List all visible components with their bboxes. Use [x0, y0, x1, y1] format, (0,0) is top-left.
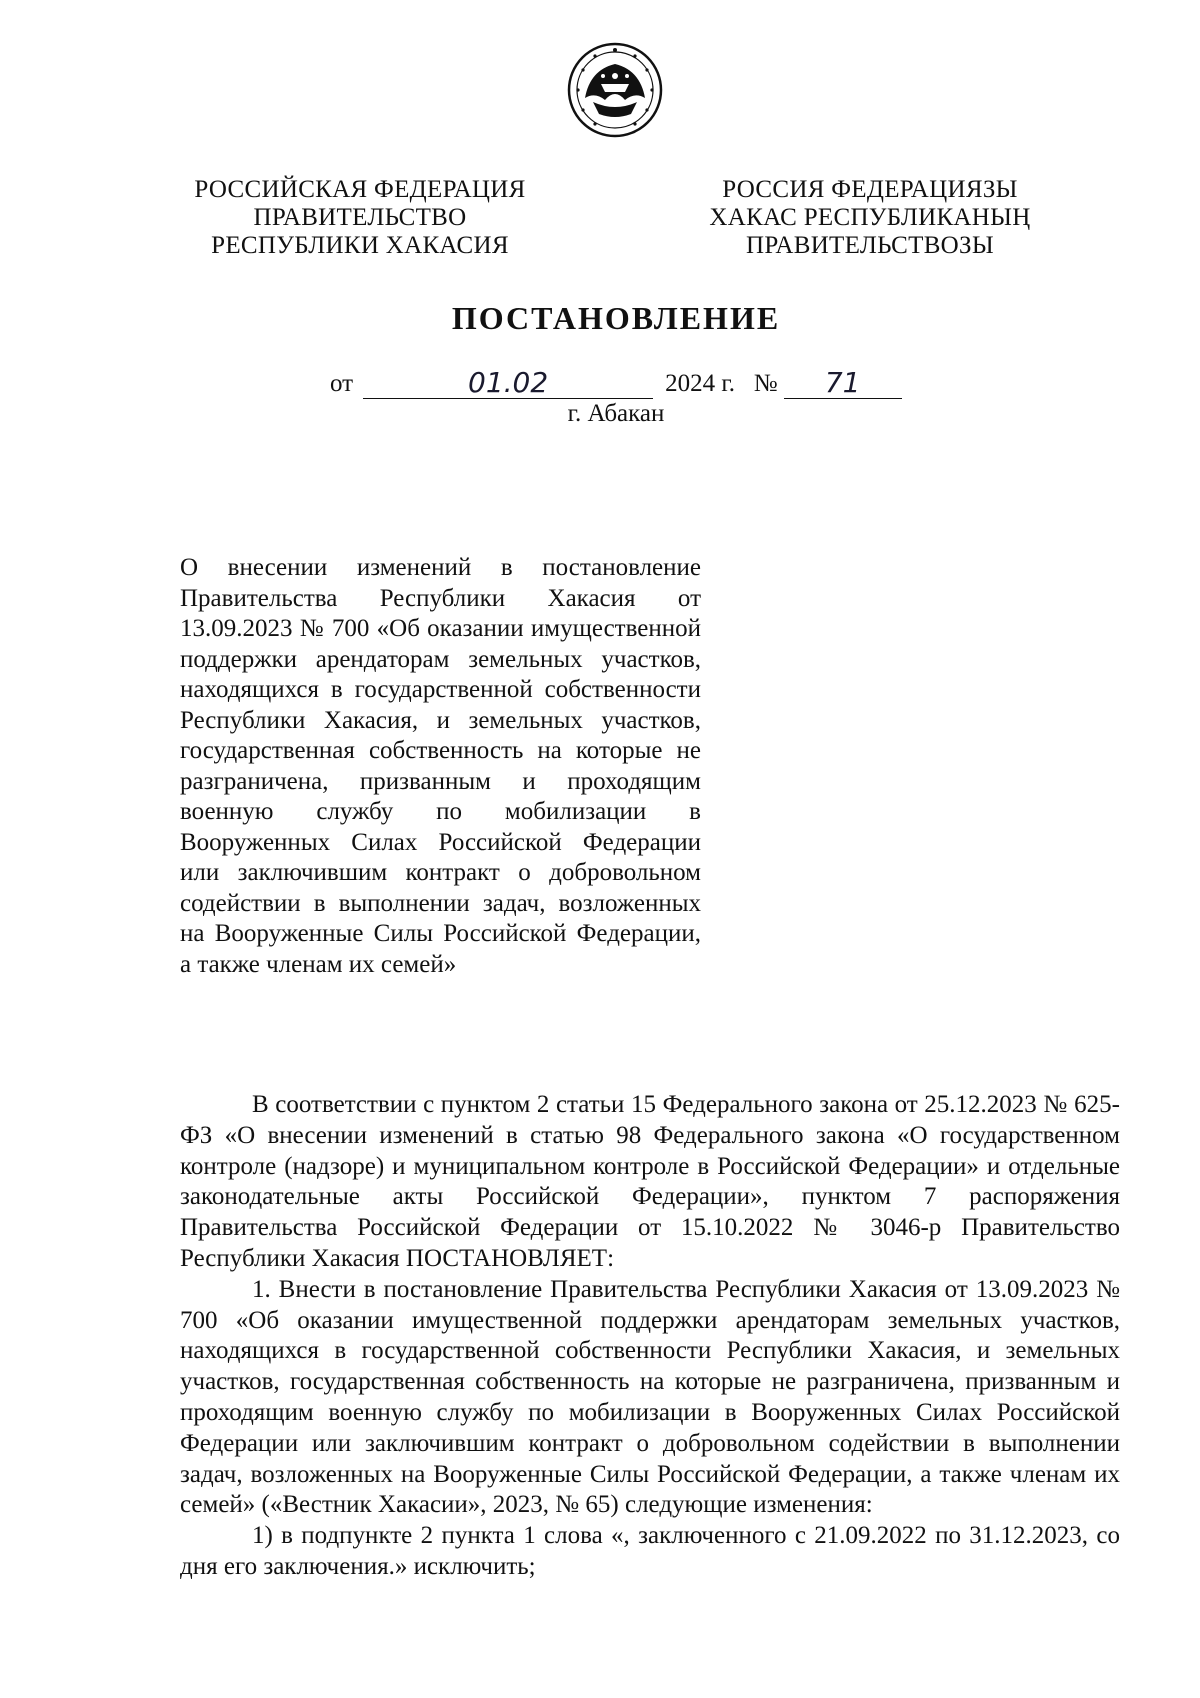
header-left-line-1: РОССИЙСКАЯ ФЕДЕРАЦИЯ — [194, 176, 526, 203]
number-label: № — [753, 370, 778, 397]
header-right-line-1: РОССИЯ ФЕДЕРАЦИЯЗЫ — [722, 176, 1018, 203]
handwritten-date: 01.02 — [363, 368, 653, 399]
document-type-heading: ПОСТАНОВЛЕНИЕ — [451, 300, 781, 336]
date-number-line — [330, 368, 902, 399]
handwritten-number: 71 — [784, 368, 902, 399]
year-label: 2024 г. — [665, 370, 736, 397]
header-left-line-3: РЕСПУБЛИКИ ХАКАСИЯ — [211, 232, 509, 259]
header-right-block — [660, 176, 1080, 260]
document-title: О внесении изменений в постановление Правительства Республики Хакасия от 13.09.2023 № 700 «Об оказании имущественной поддержки арендаторам земельных участков, находящихся в государственной собственности Республики Хакасия, и земельных участков, государственная собственность на которые не разграничена, призванным и проходящим военную службу по мобилизации в Вооруженных Силах Российской Федерации или заключившим контракт о добровольном содействии в выполнении задач, возложенных на Вооруженные Силы Российской Федерации, а также членам их семей» — [180, 554, 701, 978]
from-label: от — [330, 370, 354, 397]
header-left-line-2: ПРАВИТЕЛЬСТВО — [253, 204, 467, 231]
header-right-line-2: ХАКАС РЕСПУБЛИКАНЫҢ — [709, 204, 1031, 231]
header-right-line-3: ПРАВИТЕЛЬСТВОЗЫ — [746, 232, 994, 259]
paragraph-subitem-1: 1) в подпункте 2 пункта 1 слова «, заключенного с 21.09.2022 по 31.12.2023, со дня его заключения.» исключить; — [180, 1522, 1120, 1580]
header-left-block — [150, 176, 570, 260]
city-label: г. Абакан — [567, 400, 665, 427]
coat-of-arms-icon — [565, 40, 665, 140]
document-body — [180, 1090, 1120, 1583]
paragraph-item-1: 1. Внести в постановление Правительства Республики Хакасия от 13.09.2023 № 700 «Об оказании имущественной поддержки арендаторам земельных участков, находящихся в государственной собственности Республики Хакасия, и земельных участков, государственная собственность на которые не разграничена, призванным и проходящим военную службу по мобилизации в Вооруженных Силах Российской Федерации или заключившим контракт о добровольном содействии в выполнении задач, возложенных на Вооруженные Силы Российской Федерации, а также членам их семей» («Вестник Хакасии», 2023, № 65) следующие изменения: — [180, 1275, 1120, 1519]
paragraph-preamble: В соответствии с пунктом 2 статьи 15 Федерального закона от 25.12.2023 № 625-ФЗ «О внесении изменений в статью 98 Федерального закона «О государственном контроле (надзоре) и муниципальном контроле в Российской Федерации» и отдельные законодательные акты Российской Федерации», пунктом 7 распоряжения Правительства Российской Федерации от 15.10.2022 № 3046-р Правительство Республики Хакасия ПОСТАНОВЛЯЕТ: — [180, 1091, 1120, 1272]
